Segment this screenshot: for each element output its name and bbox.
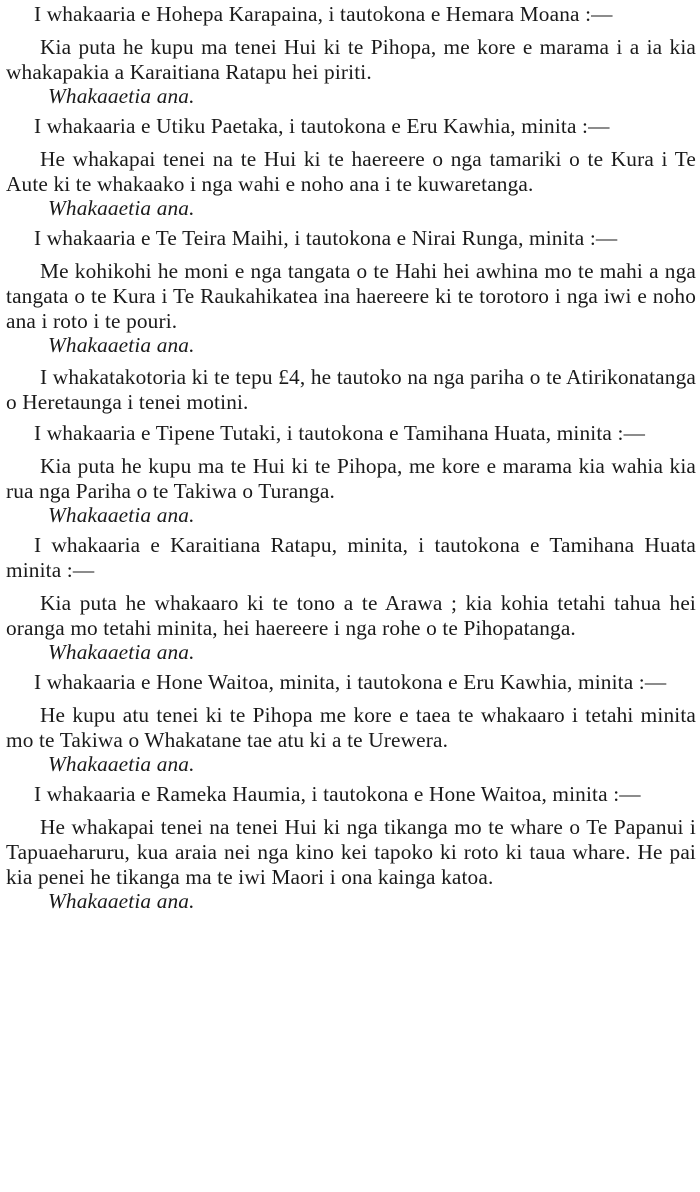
carried-note: Whakaaetia ana. — [48, 889, 195, 913]
resolution-paragraph: Kia puta he kupu ma tenei Hui ki te Pihopa, me kore e marama i a ia kia whakapakia a Karaitiana Ratapu hei piriti. — [6, 35, 696, 84]
motion-paragraph: I whakaaria e Hone Waitoa, minita, i tautokona e Eru Kawhia, minita :— — [34, 670, 667, 694]
resolution-paragraph: Kia puta he whakaaro ki te tono a te Arawa ; kia kohia tetahi tahua hei oranga mo tetahi minita, hei haereere i nga rohe o te Pihopatanga. — [6, 591, 696, 640]
motion-paragraph: I whakaaria e Hohepa Karapaina, i tautokona e Hemara Moana :— — [34, 2, 613, 26]
document-page — [0, 2, 700, 1192]
resolution-paragraph: Me kohikohi he moni e nga tangata o te Hahi hei awhina mo te mahi a nga tangata o te Kura i Te Raukahikatea ina haereere ki te torotoro i nga iwi e noho ana i roto i te pouri. — [6, 259, 696, 333]
carried-note: Whakaaetia ana. — [48, 196, 195, 220]
motion-paragraph: I whakaaria e Rameka Haumia, i tautokona e Hone Waitoa, minita :— — [34, 782, 641, 806]
resolution-paragraph: He whakapai tenei na te Hui ki te haereere o nga tamariki o te Kura i Te Aute ki te whakaako i nga wahi e noho ana i te kuwaretanga. — [6, 147, 696, 196]
carried-note: Whakaaetia ana. — [48, 640, 195, 664]
resolution-paragraph: Kia puta he kupu ma te Hui ki te Pihopa, me kore e marama kia wahia kia rua nga Pariha o te Takiwa o Turanga. — [6, 454, 696, 503]
carried-note: Whakaaetia ana. — [48, 752, 195, 776]
motion-paragraph: I whakaaria e Utiku Paetaka, i tautokona e Eru Kawhia, minita :— — [34, 114, 610, 138]
carried-note: Whakaaetia ana. — [48, 84, 195, 108]
note-paragraph: I whakatakotoria ki te tepu £4, he tautoko na nga pariha o te Atirikonatanga o Heretaunga i tenei motini. — [6, 365, 696, 414]
resolution-paragraph: He kupu atu tenei ki te Pihopa me kore e taea te whakaaro i tetahi minita mo te Takiwa o Whakatane tae atu ki a te Urewera. — [6, 703, 696, 752]
motion-paragraph: I whakaaria e Tipene Tutaki, i tautokona e Tamihana Huata, minita :— — [34, 421, 646, 445]
carried-note: Whakaaetia ana. — [48, 333, 195, 357]
motion-paragraph: I whakaaria e Karaitiana Ratapu, minita, i tautokona e Tamihana Huata minita :— — [6, 533, 696, 582]
resolution-paragraph: He whakapai tenei na tenei Hui ki nga tikanga mo te whare o Te Papanui i Tapuaeharuru, kua araia nei nga kino kei tapoko ki roto ki taua whare. He pai kia penei he tikanga ma te iwi Maori i ona kainga katoa. — [6, 815, 696, 889]
motion-paragraph: I whakaaria e Te Teira Maihi, i tautokona e Nirai Runga, minita :— — [34, 226, 618, 250]
carried-note: Whakaaetia ana. — [48, 503, 195, 527]
